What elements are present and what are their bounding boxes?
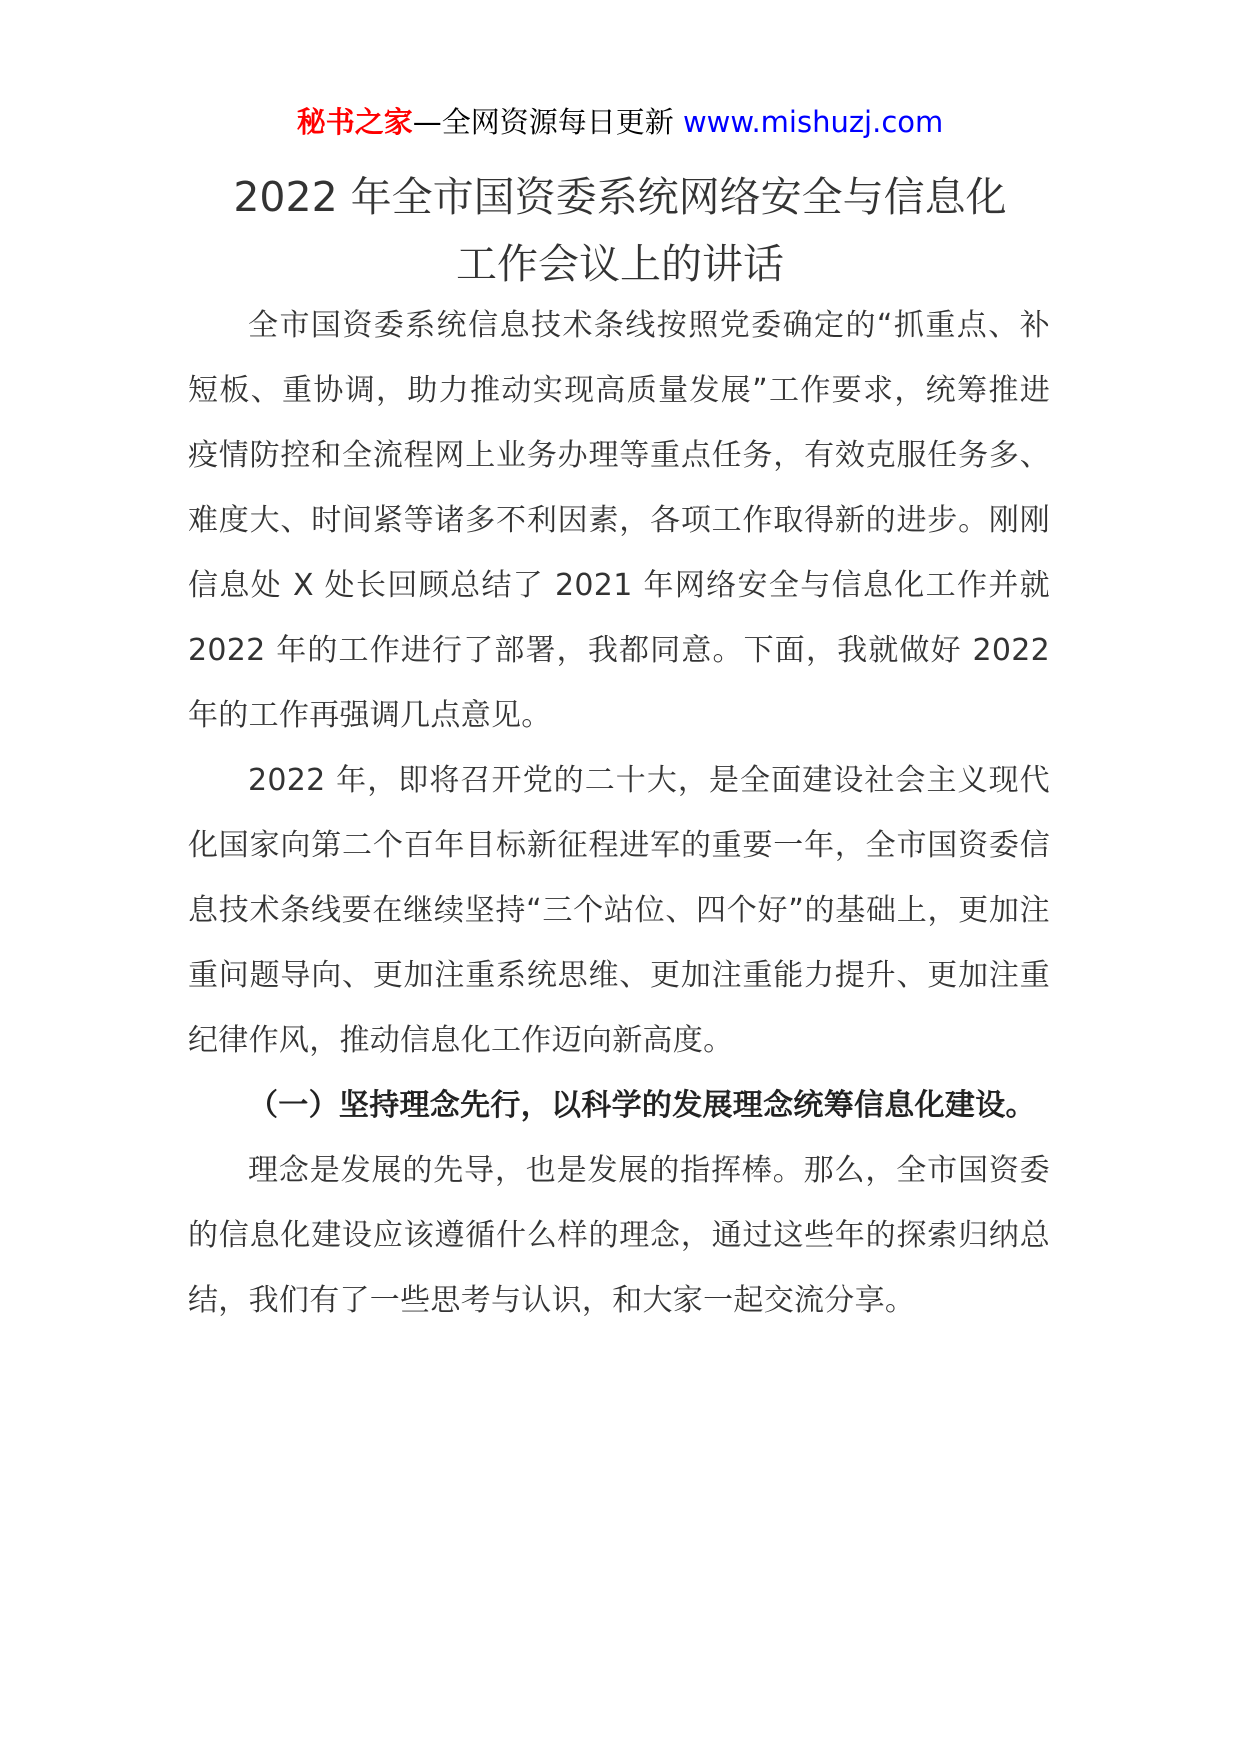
section-heading-1: （一）坚持理念先行，以科学的发展理念统筹信息化建设。	[248, 1088, 1036, 1123]
document-title	[150, 164, 1090, 298]
title-line-1: 2022 年全市国资委系统网络安全与信息化	[233, 173, 1007, 221]
site-header	[0, 100, 1240, 144]
site-url-link[interactable]: www.mishuzj.com	[682, 105, 944, 139]
paragraph-intro: 全市国资委系统信息技术条线按照党委确定的“抓重点、补短板、重协调，助力推动实现高质量发展”工作要求，统筹推进疫情防控和全流程网上业务办理等重点任务，有效克服任务多、难度大、时间紧等诸多不利因素，各项工作取得新的进步。刚刚信息处 X 处长回顾总结了 2021 年网络安全与信息化工作并就 2022 年的工作进行了部署，我都同意。下面，我就做好 2022 年的工作再强调几点意见。	[188, 308, 1050, 733]
paragraph-concept: 理念是发展的先导，也是发展的指挥棒。那么，全市国资委的信息化建设应该遵循什么样的理念，通过这些年的探索归纳总结，我们有了一些思考与认识，和大家一起交流分享。	[188, 1153, 1050, 1318]
document-body	[188, 293, 1050, 1333]
header-slogan: —全网资源每日更新	[412, 105, 674, 139]
paragraph-2022-goals: 2022 年，即将召开党的二十大，是全面建设社会主义现代化国家向第二个百年目标新征程进军的重要一年，全市国资委信息技术条线要在继续坚持“三个站位、四个好”的基础上，更加注重问题导向、更加注重系统思维、更加注重能力提升、更加注重纪律作风，推动信息化工作迈向新高度。	[188, 763, 1050, 1058]
title-line-2: 工作会议上的讲话	[456, 240, 784, 288]
brand-name: 秘书之家	[296, 105, 413, 139]
